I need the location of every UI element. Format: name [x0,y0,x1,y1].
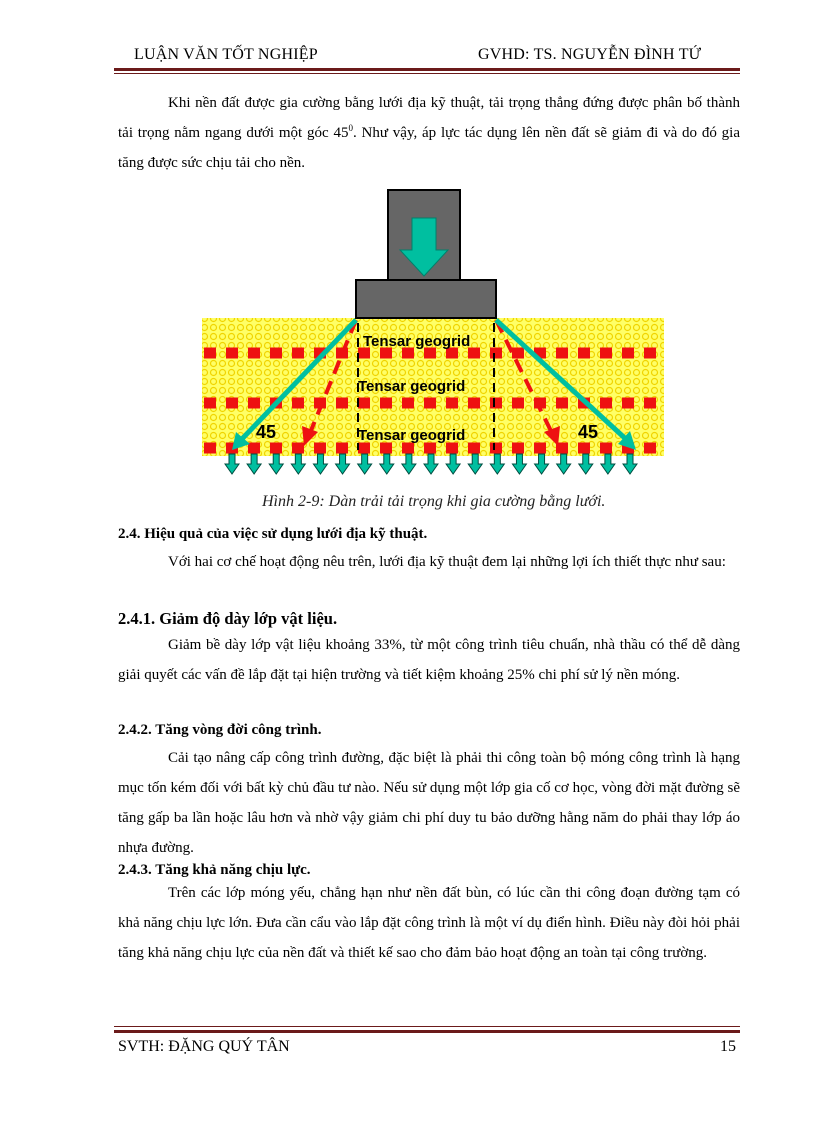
figure-caption: Hình 2-9: Dàn trải tải trọng khi gia cường bằng lưới. [262,493,606,510]
bottom-pressure-arrow [291,454,305,474]
bottom-pressure-arrow [424,454,438,474]
section-2-4-3-heading: 2.4.3. Tăng khả năng chịu lực. [118,862,311,878]
bottom-pressure-arrow [623,454,637,474]
bottom-pressure-arrow [557,454,571,474]
geogrid-label-2: Tensar geogrid [358,378,466,395]
header-left: LUẬN VĂN TỐT NGHIỆP [134,46,318,63]
bottom-pressure-arrow [579,454,593,474]
bottom-pressure-arrow [490,454,504,474]
angle-label-right: 45 [578,422,599,442]
bottom-pressure-arrows [225,454,637,474]
section-2-4-2-heading: 2.4.2. Tăng vòng đời công trình. [118,722,322,738]
section-2-4-1-heading: 2.4.1. Giảm độ dày lớp vật liệu. [118,609,338,628]
geogrid-label-3: Tensar geogrid [358,427,466,444]
bottom-pressure-arrow [512,454,526,474]
bottom-pressure-arrow [446,454,460,474]
intro-paragraph: Khi nền đất được gia cường bằng lưới địa kỹ thuật, tải trọng thẳng đứng được phân bố thành tải trọng nằm ngang dưới một góc $45^0$. Như vậy, áp lực tác dụng lên nền đất sẽ giảm đi và do đó gia tăng được sức chịu tải cho nền. [118,95,740,171]
bottom-pressure-arrow [225,454,239,474]
bottom-pressure-arrow [535,454,549,474]
section-2-4-1-paragraph: Giảm bề dày lớp vật liệu khoảng 33%, từ một công trình tiêu chuẩn, nhà thầu có thể dễ dàng giải quyết các vấn đề lắp đặt tại hiện trường và tiết kiệm khoảng 25% chi phí sử lý nền móng. [118,637,740,683]
bottom-pressure-arrow [358,454,372,474]
angle-label-left: 45 [256,422,277,442]
section-2-4-heading: 2.4. Hiệu quả của việc sử dụng lưới địa kỹ thuật. [118,526,428,542]
load-distribution-figure [200,188,666,480]
bottom-pressure-arrow [402,454,416,474]
bottom-pressure-arrow [380,454,394,474]
footer-rule [114,1030,740,1033]
bottom-pressure-arrow [601,454,615,474]
bottom-pressure-arrow [247,454,261,474]
page-number: 15 [720,1038,736,1055]
bottom-pressure-arrow [336,454,350,474]
footer-left: SVTH: ĐẶNG QUÝ TÂN [118,1038,290,1055]
section-2-4-2-paragraph: Cải tạo nâng cấp công trình đường, đặc biệt là phải thi công toàn bộ móng công trình là hạng mục tốn kém đối với bất kỳ chủ đầu tư nào. Nếu sử dụng một lớp gia cố cơ học, vòng đời mặt đường sẽ tăng gấp ba lần hoặc lâu hơn và nhờ vậy giảm chi phí duy tu bảo dưỡng hằng năm do phải thay lớp áo nhựa đường. [118,750,740,856]
bottom-pressure-arrow [269,454,283,474]
header-rule-thin [114,73,740,74]
geogrid-labels [358,333,470,444]
section-2-4-3-paragraph: Trên các lớp móng yếu, chẳng hạn như nền đất bùn, có lúc cần thi công đoạn đường tạm có khả năng chịu lực lớn. Đưa cần cẩu vào lắp đặt công trình là một ví dụ điển hình. Điều này đòi hỏi phải tăng khả năng chịu lực của nền đất và thiết kế sao cho đảm bảo hoạt động an toàn tại công trường. [118,885,740,961]
section-2-4-paragraph: Với hai cơ chế hoạt động nêu trên, lưới địa kỹ thuật đem lại những lợi ích thiết thực như sau: [168,554,726,570]
bottom-pressure-arrow [468,454,482,474]
geogrid-label-1: Tensar geogrid [363,333,471,350]
footing-slab [356,280,496,318]
header-right: GVHD: TS. NGUYỄN ĐÌNH TỨ [478,46,702,63]
footer-rule-thin [114,1026,740,1027]
header-rule [114,68,740,71]
bottom-pressure-arrow [313,454,327,474]
